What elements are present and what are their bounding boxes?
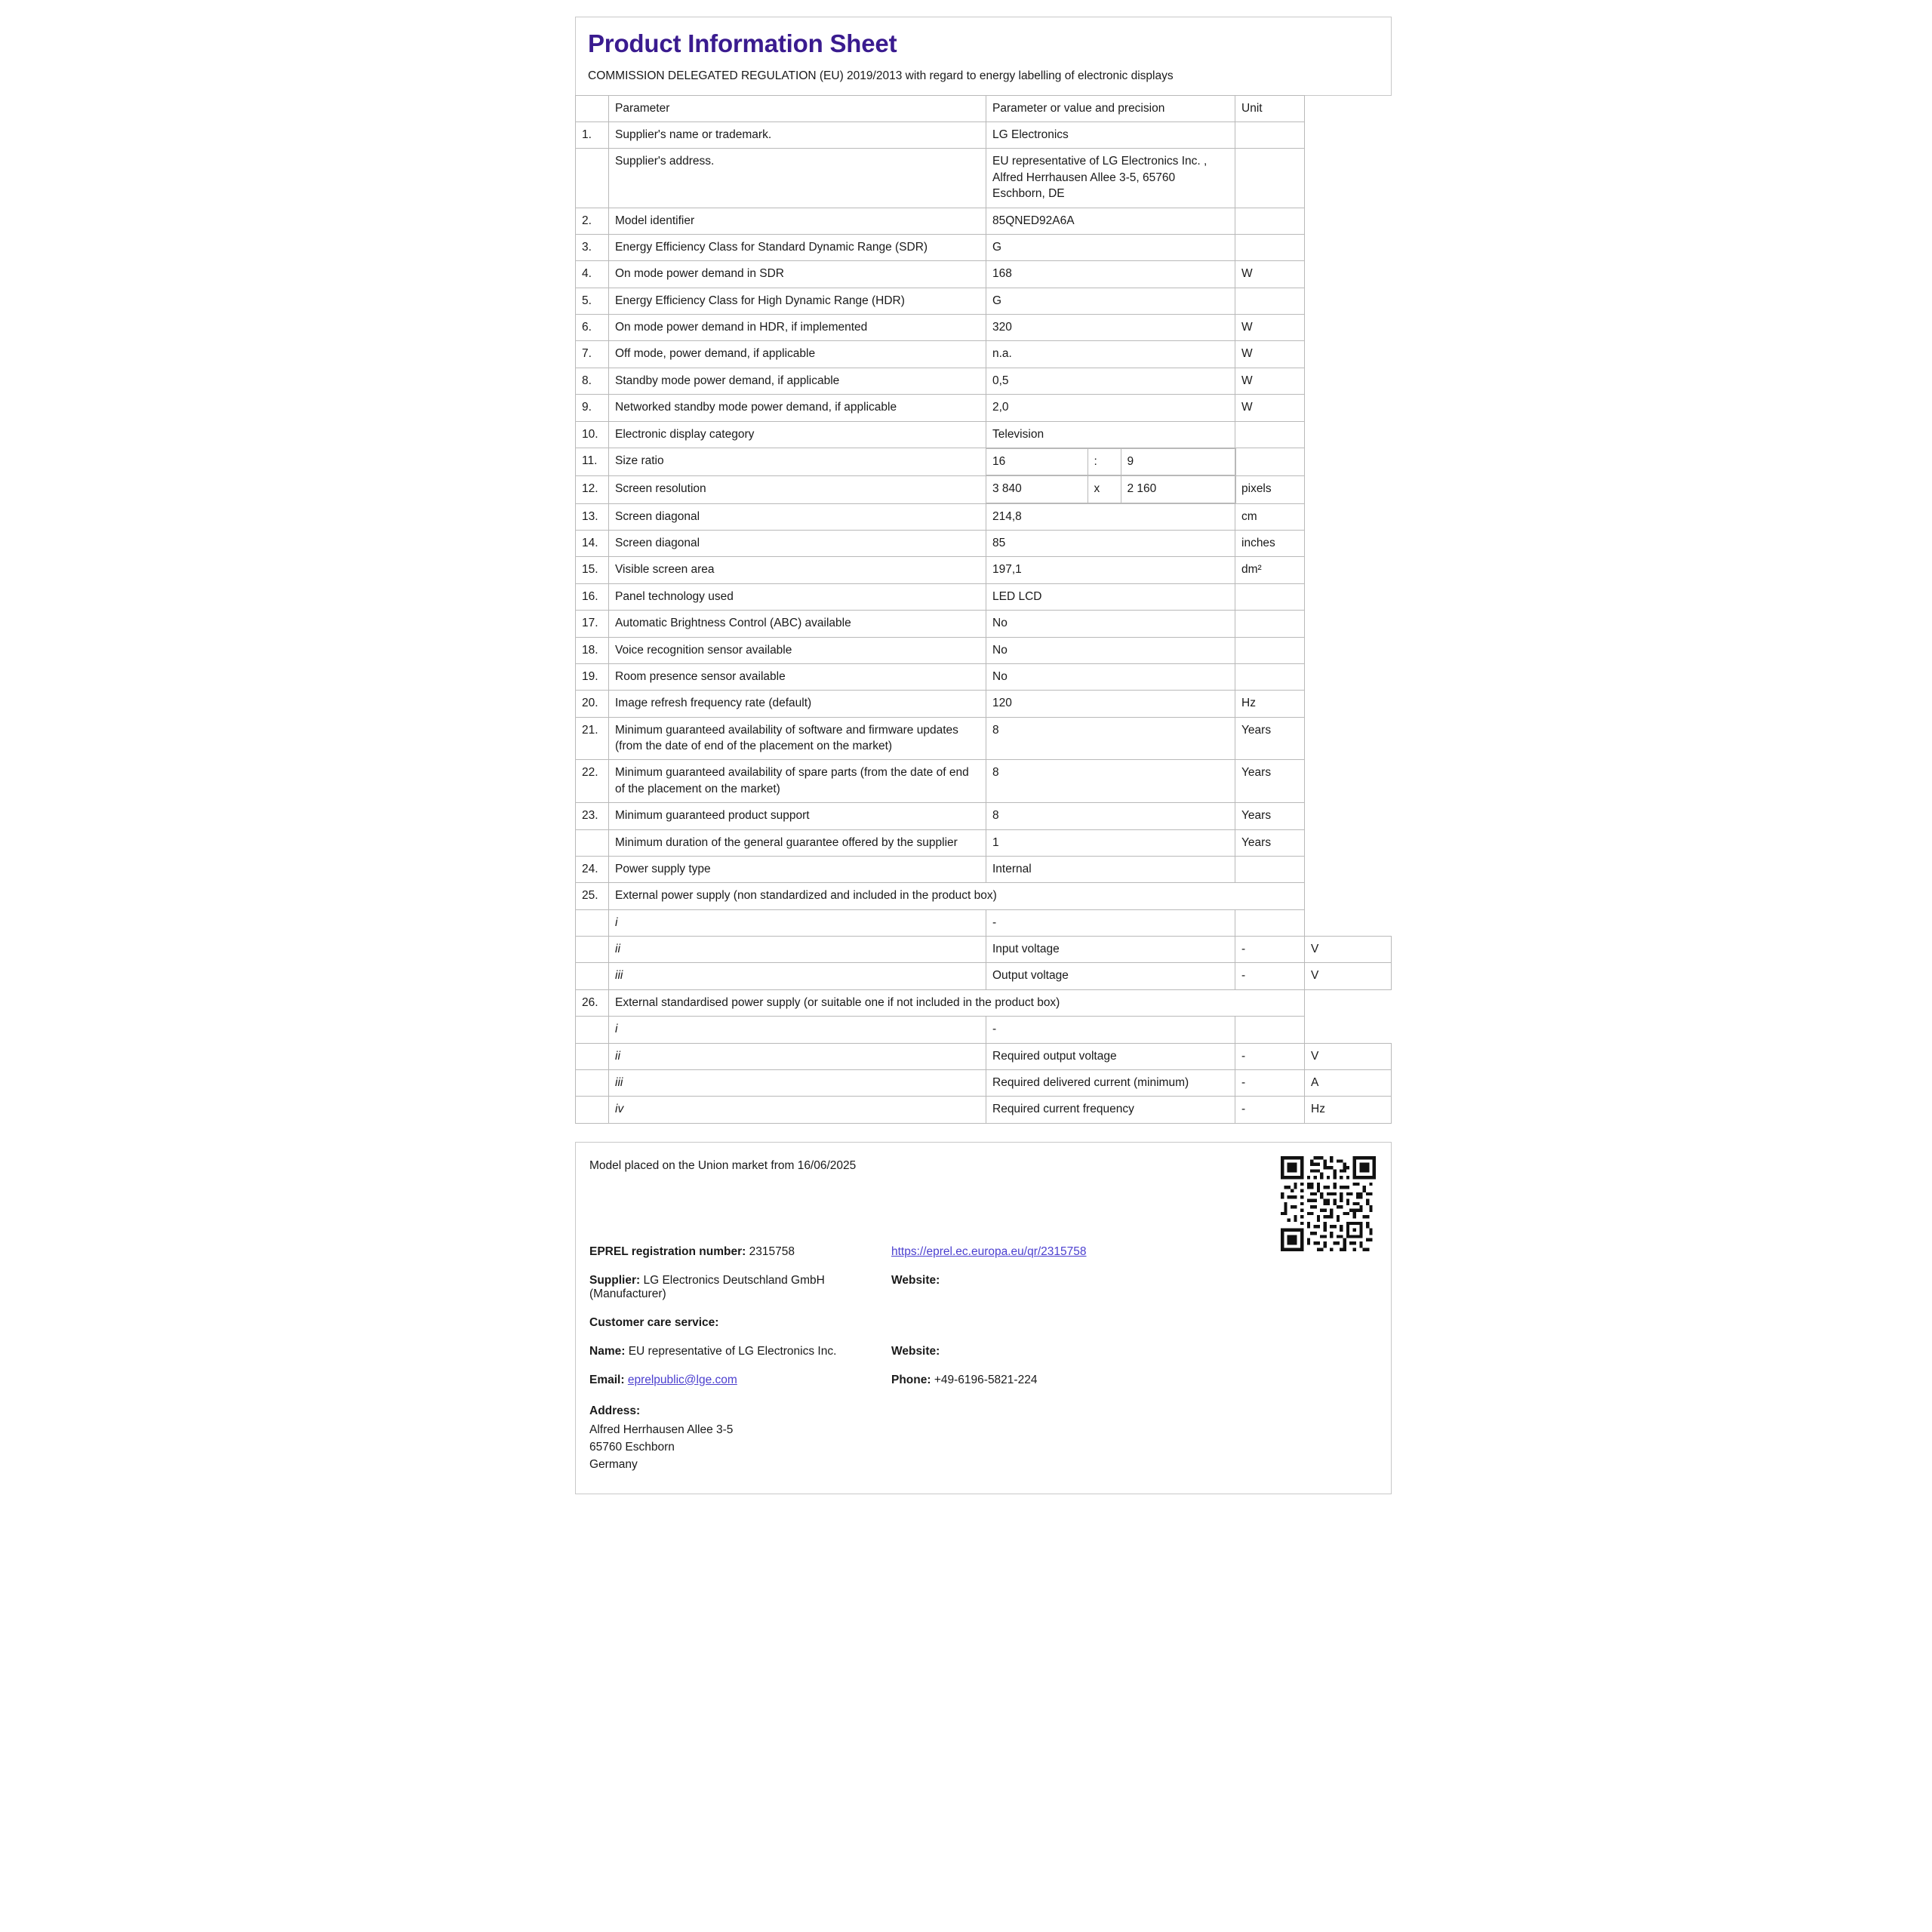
- eprel-link-wrapper: [891, 1245, 1140, 1259]
- row-value: EU representative of LG Electronics Inc. , Alfred Herrhausen Allee 3-5, 65760 Eschborn, DE: [986, 149, 1235, 208]
- row-parameter: Power supply type: [609, 856, 986, 882]
- row-number: 17.: [576, 611, 609, 637]
- subrow-unit: V: [1305, 1043, 1392, 1069]
- table-row: [576, 475, 1392, 503]
- row-unit: [1235, 611, 1305, 637]
- row-number: 3.: [576, 234, 609, 260]
- subrow-spacer: [576, 1017, 609, 1043]
- row-unit: [1235, 208, 1305, 234]
- regulation-subtitle: COMMISSION DELEGATED REGULATION (EU) 2019/2013 with regard to energy labelling of electronic displays: [588, 69, 1174, 82]
- row-parameter: Screen diagonal: [609, 531, 986, 557]
- table-subrow: [576, 1043, 1392, 1069]
- subrow-roman: i: [609, 909, 986, 936]
- row-parameter: Networked standby mode power demand, if applicable: [609, 395, 986, 421]
- care-name-row: [589, 1345, 1377, 1358]
- table-row: [576, 315, 1392, 341]
- subrow-value: -: [1235, 1097, 1305, 1123]
- section-heading-row: [576, 989, 1392, 1016]
- table-row: [576, 149, 1392, 208]
- subrow-roman: i: [609, 1017, 986, 1043]
- row-unit: inches: [1235, 531, 1305, 557]
- subrow-label: Required output voltage: [986, 1043, 1235, 1069]
- row-value: 85QNED92A6A: [986, 208, 1235, 234]
- supplier-row: [589, 1274, 1377, 1301]
- row-value-b: 9: [1121, 448, 1235, 475]
- subrow-label: Required delivered current (minimum): [986, 1069, 1235, 1096]
- row-unit: Years: [1235, 717, 1305, 760]
- phone-label: Phone:: [891, 1373, 931, 1386]
- row-value: 168: [986, 261, 1235, 288]
- row-value: No: [986, 611, 1235, 637]
- row-parameter: Voice recognition sensor available: [609, 637, 986, 663]
- subrow-roman: ii: [609, 937, 986, 963]
- subrow-roman: iii: [609, 1069, 986, 1096]
- subrow-value: -: [1235, 963, 1305, 989]
- specification-table: [575, 95, 1392, 1124]
- row-unit: [1235, 448, 1305, 475]
- email-label: Email:: [589, 1373, 625, 1386]
- table-row: [576, 421, 1392, 448]
- subrow-roman: iv: [609, 1097, 986, 1123]
- row-value-separator: x: [1088, 476, 1121, 503]
- table-header-row: [576, 95, 1392, 122]
- row-number: 24.: [576, 856, 609, 882]
- row-value-a: 3 840: [986, 476, 1088, 503]
- eprel-registration: [589, 1245, 891, 1259]
- footer-panel: [575, 1142, 1392, 1494]
- row-parameter: Screen resolution: [609, 475, 986, 503]
- row-parameter: Screen diagonal: [609, 503, 986, 530]
- row-unit: dm²: [1235, 557, 1305, 583]
- row-value: 1: [986, 829, 1235, 856]
- subrow-spacer: [576, 909, 609, 936]
- contact-row: [589, 1374, 1377, 1387]
- name-label: Name:: [589, 1344, 626, 1358]
- subrow-value: -: [1235, 1043, 1305, 1069]
- supplier-info: [589, 1274, 891, 1301]
- subrow-value: -: [1235, 1069, 1305, 1096]
- subrow-spacer: [576, 1069, 609, 1096]
- address-line-2: 65760 Eschborn: [589, 1441, 675, 1454]
- row-value: LG Electronics: [986, 122, 1235, 149]
- subrow-unit: V: [1305, 963, 1392, 989]
- table-row: [576, 760, 1392, 803]
- row-number: 22.: [576, 760, 609, 803]
- row-unit: [1235, 234, 1305, 260]
- row-parameter: On mode power demand in HDR, if implemented: [609, 315, 986, 341]
- row-unit: [1235, 149, 1305, 208]
- row-number: 14.: [576, 531, 609, 557]
- row-value: No: [986, 637, 1235, 663]
- care-phone: [891, 1374, 1140, 1387]
- row-number: 11.: [576, 448, 609, 475]
- row-value: G: [986, 288, 1235, 314]
- footer-details: [589, 1245, 1377, 1474]
- phone-value: +49-6196-5821-224: [934, 1373, 1038, 1386]
- row-unit: [1235, 122, 1305, 149]
- row-number: 8.: [576, 368, 609, 394]
- row-parameter: Panel technology used: [609, 583, 986, 610]
- section-heading: External power supply (non standardized and included in the product box): [609, 883, 1305, 909]
- section-heading: External standardised power supply (or suitable one if not included in the product box): [609, 989, 1305, 1016]
- row-unit: cm: [1235, 503, 1305, 530]
- table-row: [576, 856, 1392, 882]
- supplier-value: LG Electronics Deutschland GmbH (Manufacturer): [589, 1273, 825, 1300]
- row-number: 16.: [576, 583, 609, 610]
- table-row: [576, 717, 1392, 760]
- row-value-split: [986, 448, 1235, 475]
- table-row: [576, 557, 1392, 583]
- row-parameter: Supplier's address.: [609, 149, 986, 208]
- subrow-label: -: [986, 1017, 1235, 1043]
- row-parameter: Room presence sensor available: [609, 663, 986, 690]
- subrow-spacer: [576, 937, 609, 963]
- row-parameter: Supplier's name or trademark.: [609, 122, 986, 149]
- row-unit: [1235, 421, 1305, 448]
- table-subrow: [576, 909, 1392, 936]
- row-parameter: Visible screen area: [609, 557, 986, 583]
- care-website: [891, 1345, 1140, 1358]
- row-parameter: Energy Efficiency Class for High Dynamic Range (HDR): [609, 288, 986, 314]
- row-parameter: Standby mode power demand, if applicable: [609, 368, 986, 394]
- eprel-label: EPREL registration number:: [589, 1244, 746, 1258]
- row-parameter: Model identifier: [609, 208, 986, 234]
- row-number: 4.: [576, 261, 609, 288]
- supplier-website-label: Website:: [891, 1273, 940, 1287]
- subrow-label: Output voltage: [986, 963, 1235, 989]
- table-row: [576, 503, 1392, 530]
- name-value: EU representative of LG Electronics Inc.: [628, 1344, 837, 1358]
- row-number: [576, 829, 609, 856]
- subrow-unit: A: [1305, 1069, 1392, 1096]
- row-unit: W: [1235, 395, 1305, 421]
- row-value: 214,8: [986, 503, 1235, 530]
- column-header-number: [576, 95, 609, 122]
- header-panel: [575, 17, 1392, 96]
- row-parameter: Minimum guaranteed product support: [609, 803, 986, 829]
- address-label: Address:: [589, 1404, 641, 1417]
- row-unit: W: [1235, 315, 1305, 341]
- row-value: Television: [986, 421, 1235, 448]
- table-row: [576, 288, 1392, 314]
- care-name: [589, 1345, 891, 1358]
- care-website-label: Website:: [891, 1344, 940, 1358]
- table-row: [576, 803, 1392, 829]
- row-number: 5.: [576, 288, 609, 314]
- section-number: 26.: [576, 989, 609, 1016]
- table-row: [576, 531, 1392, 557]
- row-unit: [1235, 637, 1305, 663]
- row-number: 1.: [576, 122, 609, 149]
- row-value: n.a.: [986, 341, 1235, 368]
- row-unit: [1235, 583, 1305, 610]
- table-row: [576, 663, 1392, 690]
- table-row: [576, 691, 1392, 717]
- table-row: [576, 611, 1392, 637]
- care-email: [589, 1374, 891, 1387]
- subrow-unit: Hz: [1305, 1097, 1392, 1123]
- row-unit: W: [1235, 341, 1305, 368]
- supplier-label: Supplier:: [589, 1273, 641, 1287]
- row-parameter: Electronic display category: [609, 421, 986, 448]
- product-information-sheet: [575, 17, 1392, 1494]
- row-parameter: Minimum duration of the general guarantee offered by the supplier: [609, 829, 986, 856]
- column-header-parameter: Parameter: [609, 95, 986, 122]
- row-unit: W: [1235, 261, 1305, 288]
- page-title: Product Information Sheet: [588, 29, 897, 57]
- row-number: 19.: [576, 663, 609, 690]
- row-parameter: On mode power demand in SDR: [609, 261, 986, 288]
- table-row: [576, 368, 1392, 394]
- column-header-value: Parameter or value and precision: [986, 95, 1235, 122]
- subrow-spacer: [576, 1097, 609, 1123]
- eprel-row: [589, 1245, 1377, 1259]
- row-unit: Years: [1235, 829, 1305, 856]
- row-value: 8: [986, 717, 1235, 760]
- row-value: 197,1: [986, 557, 1235, 583]
- row-parameter: Off mode, power demand, if applicable: [609, 341, 986, 368]
- row-value: 8: [986, 803, 1235, 829]
- row-value-split: [986, 475, 1235, 503]
- row-parameter: Image refresh frequency rate (default): [609, 691, 986, 717]
- row-unit: [1235, 288, 1305, 314]
- row-value: 85: [986, 531, 1235, 557]
- email-link[interactable]: eprelpublic@lge.com: [627, 1373, 737, 1386]
- row-parameter: Size ratio: [609, 448, 986, 475]
- row-unit: pixels: [1235, 475, 1305, 503]
- row-value-separator: :: [1088, 448, 1121, 475]
- subrow-unit: [1235, 909, 1305, 936]
- section-heading-row: [576, 883, 1392, 909]
- row-value-a: 16: [986, 448, 1088, 475]
- row-value-b: 2 160: [1121, 476, 1235, 503]
- row-number: 21.: [576, 717, 609, 760]
- table-row: [576, 341, 1392, 368]
- subrow-label: -: [986, 909, 1235, 936]
- subrow-label: Required current frequency: [986, 1097, 1235, 1123]
- table-subrow: [576, 1097, 1392, 1123]
- subrow-roman: iii: [609, 963, 986, 989]
- specification-table-body: [576, 95, 1392, 1123]
- row-unit: [1235, 663, 1305, 690]
- row-unit: W: [1235, 368, 1305, 394]
- subrow-spacer: [576, 1043, 609, 1069]
- address-line-1: Alfred Herrhausen Allee 3-5: [589, 1423, 734, 1436]
- column-header-unit: Unit: [1235, 95, 1305, 122]
- table-row: [576, 448, 1392, 475]
- subrow-label: Input voltage: [986, 937, 1235, 963]
- row-value: 320: [986, 315, 1235, 341]
- row-number: 2.: [576, 208, 609, 234]
- customer-care-heading-row: [589, 1316, 1377, 1330]
- row-number: 6.: [576, 315, 609, 341]
- row-value: LED LCD: [986, 583, 1235, 610]
- row-number: 23.: [576, 803, 609, 829]
- qr-code-icon: [1281, 1156, 1376, 1251]
- row-parameter: Energy Efficiency Class for Standard Dynamic Range (SDR): [609, 234, 986, 260]
- table-row: [576, 208, 1392, 234]
- row-parameter: Minimum guaranteed availability of software and firmware updates (from the date of end of the placement on the market): [609, 717, 986, 760]
- table-row: [576, 583, 1392, 610]
- market-placement-date: Model placed on the Union market from 16/06/2025: [589, 1158, 857, 1172]
- table-row: [576, 395, 1392, 421]
- row-number: 7.: [576, 341, 609, 368]
- eprel-qr-link[interactable]: https://eprel.ec.europa.eu/qr/2315758: [891, 1244, 1087, 1258]
- table-subrow: [576, 1069, 1392, 1096]
- row-number: 12.: [576, 475, 609, 503]
- table-row: [576, 122, 1392, 149]
- row-value: 2,0: [986, 395, 1235, 421]
- row-unit: Years: [1235, 803, 1305, 829]
- address-line-3: Germany: [589, 1458, 638, 1472]
- table-row: [576, 261, 1392, 288]
- table-row: [576, 234, 1392, 260]
- supplier-website: [891, 1274, 1140, 1287]
- row-number: 18.: [576, 637, 609, 663]
- row-value: No: [986, 663, 1235, 690]
- table-row: [576, 829, 1392, 856]
- subrow-roman: ii: [609, 1043, 986, 1069]
- eprel-value: 2315758: [749, 1244, 795, 1258]
- row-value: 120: [986, 691, 1235, 717]
- row-value: G: [986, 234, 1235, 260]
- row-number: 13.: [576, 503, 609, 530]
- subrow-value: -: [1235, 937, 1305, 963]
- section-number: 25.: [576, 883, 609, 909]
- row-number: 9.: [576, 395, 609, 421]
- subrow-spacer: [576, 963, 609, 989]
- row-value: Internal: [986, 856, 1235, 882]
- row-number: [576, 149, 609, 208]
- row-value: 8: [986, 760, 1235, 803]
- table-row: [576, 637, 1392, 663]
- table-subrow: [576, 937, 1392, 963]
- row-value: 0,5: [986, 368, 1235, 394]
- customer-care-heading: Customer care service:: [589, 1315, 719, 1329]
- row-number: 20.: [576, 691, 609, 717]
- subrow-unit: V: [1305, 937, 1392, 963]
- row-unit: Years: [1235, 760, 1305, 803]
- row-number: 10.: [576, 421, 609, 448]
- row-parameter: Automatic Brightness Control (ABC) available: [609, 611, 986, 637]
- row-unit: [1235, 856, 1305, 882]
- table-subrow: [576, 963, 1392, 989]
- row-unit: Hz: [1235, 691, 1305, 717]
- care-address: [589, 1402, 1377, 1474]
- table-subrow: [576, 1017, 1392, 1043]
- row-parameter: Minimum guaranteed availability of spare parts (from the date of end of the placement on the market): [609, 760, 986, 803]
- subrow-unit: [1235, 1017, 1305, 1043]
- row-number: 15.: [576, 557, 609, 583]
